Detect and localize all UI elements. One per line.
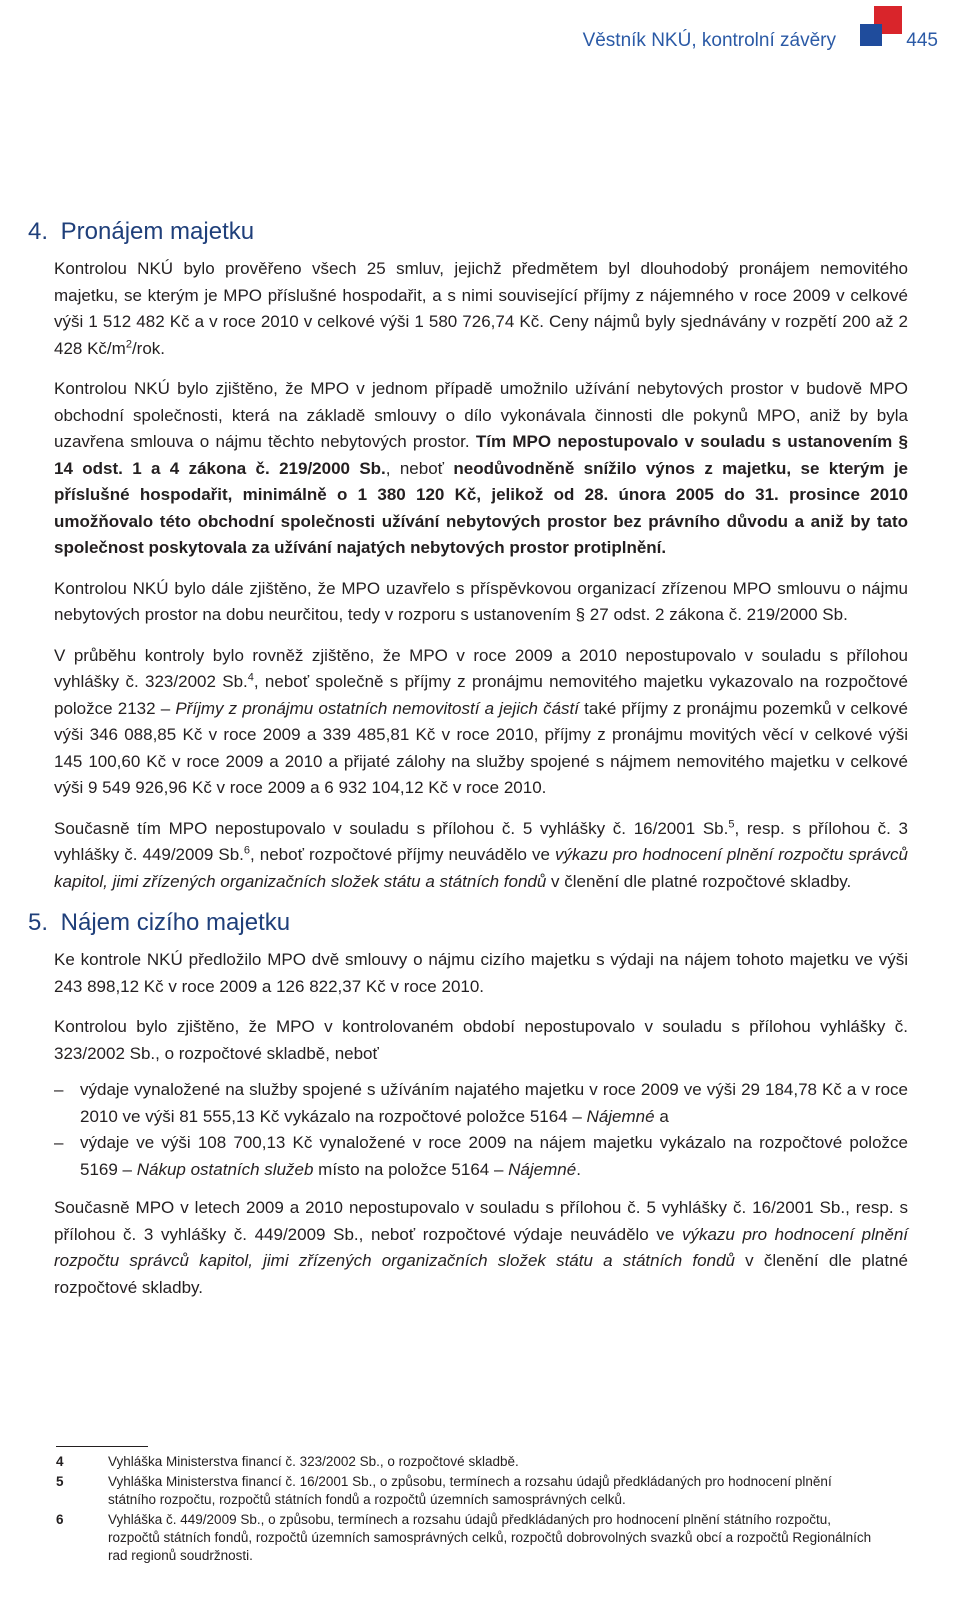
footnote: 6 Vyhláška č. 449/2009 Sb., o způsobu, termínech a rozsahu údajů předkládaných pro hodnocení plnění státního rozpočtu, rozpočtů státních fondů, rozpočtů územních samosprávných celků, rozpočtů dobrovolných svazků obcí a rozpočtů Regionálních rad regionů soudržnosti. — [56, 1512, 872, 1563]
page-number: 445 — [906, 30, 938, 51]
paragraph: Kontrolou NKÚ bylo prověřeno všech 25 smluv, jejichž předmětem byl dlouhodobý pronájem nemovitého majetku, se kterým je MPO příslušné hospodařit, a s nimi související příjmy z nájemného v roce 2009 v celkové výši 1 512 482 Kč a v roce 2010 v celkové výši 1 580 726,74 Kč. Ceny nájmů byly sjednávány v rozpětí 200 až 2 428 $Kč/m^2$/rok. — [54, 259, 908, 358]
nku-logo-icon — [860, 6, 904, 46]
section-4-body — [28, 256, 908, 895]
section-5-body — [28, 947, 908, 1301]
main-content — [28, 218, 908, 1311]
section-5-heading: 5. Nájem cizího majetku — [28, 909, 291, 936]
footnote-divider — [56, 1446, 148, 1447]
logo-blue-square — [860, 24, 882, 46]
footnote: 4 Vyhláška Ministerstva financí č. 323/2002 Sb., o rozpočtové skladbě. — [56, 1454, 519, 1469]
list-item: – výdaje vynaložené na služby spojené s užíváním najatého majetku v roce 2009 ve výši 29 184,78 Kč a v roce 2010 ve výši 81 555,13 Kč vykázalo na rozpočtové položce 5164 – Nájemné a — [54, 1080, 908, 1126]
footnote: 5 Vyhláška Ministerstva financí č. 16/2001 Sb., o způsobu, termínech a rozsahu údajů předkládaných pro hodnocení plnění státního rozpočtu, rozpočtů státních fondů a rozpočtů územních samosprávných celků. — [56, 1474, 832, 1507]
paragraph: Kontrolou bylo zjištěno, že MPO v kontrolovaném období nepostupovalo v souladu s přílohou vyhlášky č. 323/2002 Sb., o rozpočtové skladbě, neboť — [54, 1017, 908, 1063]
paragraph: Kontrolou NKÚ bylo dále zjištěno, že MPO uzavřelo s příspěvkovou organizací zřízenou MPO smlouvu o nájmu nebytových prostor na dobu neurčitou, tedy v rozporu s ustanovením § 27 odst. 2 zákona č. 219/2000 Sb. — [54, 578, 908, 624]
paragraph: V průběhu kontroly bylo rovněž zjištěno, že MPO v roce 2009 a 2010 nepostupovalo v souladu s přílohou vyhlášky č. 323/2002 Sb.$^4$, neboť společně s příjmy z pronájmu nemovitého majetku vykazovalo na rozpočtové položce 2132 – Příjmy z pronájmu ostatních nemovitostí a jejich částí také příjmy z pronájmu pozemků v celkové výši 346 088,85 Kč v roce 2009 a 339 485,81 Kč v roce 2010, příjmy z pronájmu movitých věcí v celkové výši 145 100,60 Kč v roce 2009 a 2010 a přijaté zálohy na služby spojené s nájmem nemovitého majetku v celkové výši 9 549 926,96 Kč v roce 2009 a 6 932 104,12 Kč v roce 2010. — [54, 645, 909, 797]
dash-list — [54, 1077, 908, 1183]
footnotes — [56, 1446, 876, 1567]
paragraph: Kontrolou NKÚ bylo zjištěno, že MPO v jednom případě umožnilo užívání nebytových prostor v budově MPO obchodní společnosti, která na základě smlouvy o dílo vykonávala činnosti dle pokynů MPO, aniž by byla uzavřena smlouva o nájmu těchto nebytových prostor. Tím MPO nepostupovalo v souladu s ustanovením § 14 odst. 1 a 4 zákona č. 219/2000 Sb., neboť neodůvodněně snížilo výnos z majetku, se kterým je příslušné hospodařit, minimálně o 1 380 120 Kč, jelikož od 28. února 2005 do 31. prosince 2010 umožňovalo této obchodní společnosti užívání nebytových prostor bez právního důvodu a aniž by tato společnost poskytovala za užívání najatých nebytových prostor protiplnění. — [54, 379, 909, 557]
list-item: – výdaje ve výši 108 700,13 Kč vynaložené v roce 2009 na nájem majetku vykázalo na rozpočtové položce 5169 – Nákup ostatních služeb místo na položce 5164 – Nájemné. — [54, 1133, 908, 1179]
page-header — [0, 22, 960, 62]
section-4-heading: 4. Pronájem majetku — [28, 218, 255, 245]
paragraph: Ke kontrole NKÚ předložilo MPO dvě smlouvy o nájmu cizího majetku s výdaji na nájem tohoto majetku ve výši 243 898,12 Kč v roce 2009 a 126 822,37 Kč v roce 2010. — [54, 950, 908, 996]
publication-title: Věstník NKÚ, kontrolní závěry — [582, 30, 836, 51]
paragraph: Současně MPO v letech 2009 a 2010 nepostupovalo v souladu s přílohou č. 5 vyhlášky č. 16/2001 Sb., resp. s přílohou č. 3 vyhlášky č. 449/2009 Sb., neboť rozpočtové výdaje neuvádělo ve výkazu pro hodnocení plnění rozpočtu správců kapitol, jimi zřízených organizačních složek státu a státních fondů v členění dle platné rozpočtové skladby. — [54, 1198, 909, 1297]
paragraph: Současně tím MPO nepostupovalo v souladu s přílohou č. 5 vyhlášky č. 16/2001 Sb.$^5$, resp. s přílohou č. 3 vyhlášky č. 449/2009 Sb.$^6$, neboť rozpočtové příjmy neuvádělo ve výkazu pro hodnocení plnění rozpočtu správců kapitol, jimi zřízených organizačních složek státu a státních fondů v členění dle platné rozpočtové skladby. — [54, 817, 908, 891]
